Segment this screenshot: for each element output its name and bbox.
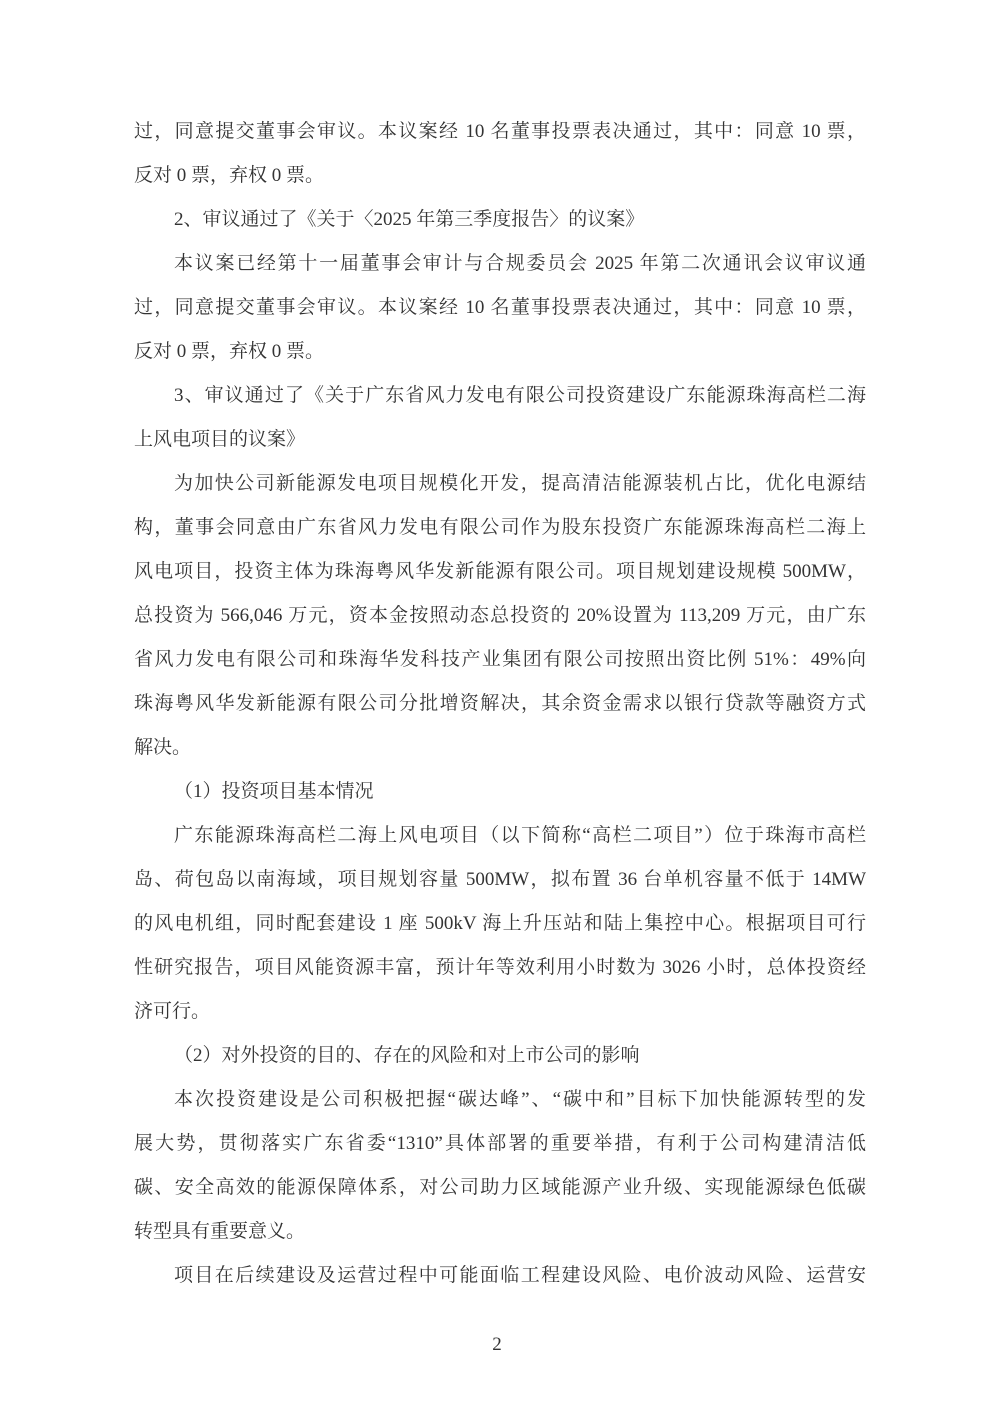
text-line: （2）对外投资的目的、存在的风险和对上市公司的影响 xyxy=(174,1045,640,1066)
text-line: 过，同意提交董事会审议。本议案经 10 名董事投票表决通过，其中：同意 10 票， xyxy=(134,297,866,318)
text-line: 解决。 xyxy=(134,737,192,758)
text-line: 本次投资建设是公司积极把握“碳达峰”、“碳中和”目标下加快能源转型的发 xyxy=(174,1089,866,1110)
text-line: 省风力发电有限公司和珠海华发科技产业集团有限公司按照出资比例 51%：49%向 xyxy=(134,649,866,670)
text-line: 项目在后续建设及运营过程中可能面临工程建设风险、电价波动风险、运营安 xyxy=(174,1265,866,1286)
text-line: 碳、安全高效的能源保障体系，对公司助力区域能源产业升级、实现能源绿色低碳 xyxy=(134,1177,866,1198)
text-line: 反对 0 票，弃权 0 票。 xyxy=(134,165,325,186)
text-line: 总投资为 566,046 万元，资本金按照动态总投资的 20%设置为 113,209 万元，由广东 xyxy=(134,605,866,626)
text-line: 本议案已经第十一届董事会审计与合规委员会 2025 年第二次通讯会议审议通 xyxy=(174,253,866,274)
text-line: 展大势，贯彻落实广东省委“1310”具体部署的重要举措，有利于公司构建清洁低 xyxy=(134,1133,866,1154)
text-line: 反对 0 票，弃权 0 票。 xyxy=(134,341,325,362)
page-number: 2 xyxy=(492,1334,502,1355)
text-line: 的风电机组，同时配套建设 1 座 500kV 海上升压站和陆上集控中心。根据项目可行 xyxy=(134,913,866,934)
text-line: （1）投资项目基本情况 xyxy=(174,781,374,802)
text-line: 2、审议通过了《关于〈2025 年第三季度报告〉的议案》 xyxy=(174,209,645,230)
document-body xyxy=(134,110,866,1298)
text-line: 岛、荷包岛以南海域，项目规划容量 500MW，拟布置 36 台单机容量不低于 14MW xyxy=(134,869,866,890)
page-footer xyxy=(0,1334,994,1356)
text-line: 济可行。 xyxy=(134,1001,211,1022)
text-line: 风电项目，投资主体为珠海粤风华发新能源有限公司。项目规划建设规模 500MW， xyxy=(134,561,866,582)
text-line: 上风电项目的议案》 xyxy=(134,429,306,450)
text-line: 广东能源珠海高栏二海上风电项目（以下简称“高栏二项目”）位于珠海市高栏 xyxy=(174,825,866,846)
text-line: 3、审议通过了《关于广东省风力发电有限公司投资建设广东能源珠海高栏二海 xyxy=(174,385,866,406)
text-line: 转型具有重要意义。 xyxy=(134,1221,306,1242)
text-line: 过，同意提交董事会审议。本议案经 10 名董事投票表决通过，其中：同意 10 票， xyxy=(134,121,866,142)
text-line: 珠海粤风华发新能源有限公司分批增资解决，其余资金需求以银行贷款等融资方式 xyxy=(134,693,866,714)
text-line: 构，董事会同意由广东省风力发电有限公司作为股东投资广东能源珠海高栏二海上 xyxy=(134,517,866,538)
text-line: 为加快公司新能源发电项目规模化开发，提高清洁能源装机占比，优化电源结 xyxy=(174,473,866,494)
text-line: 性研究报告，项目风能资源丰富，预计年等效利用小时数为 3026 小时，总体投资经 xyxy=(134,957,866,978)
